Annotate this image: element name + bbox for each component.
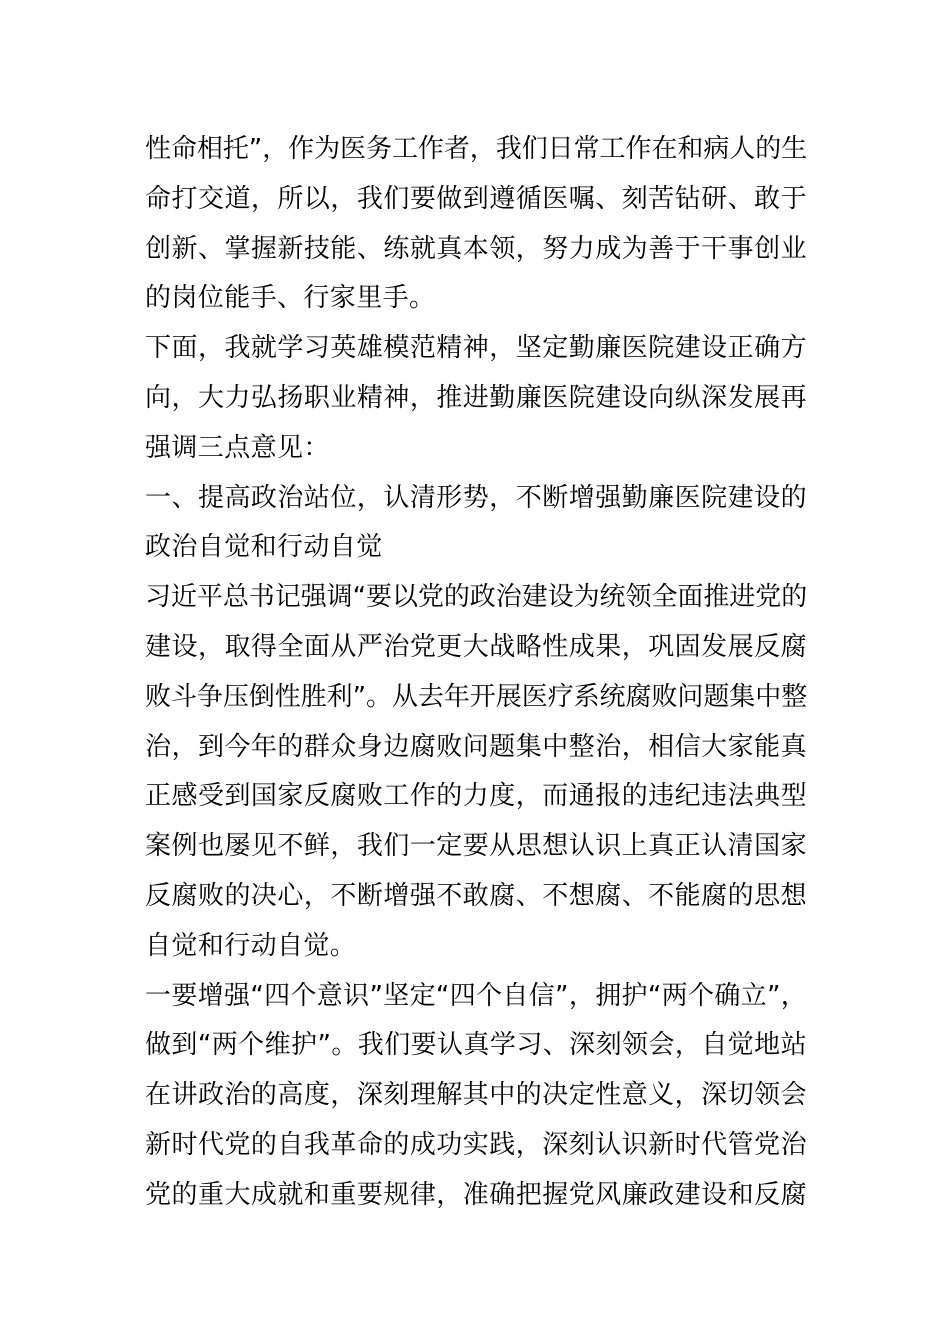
text-line: 命打交道，所以，我们要做到遵循医嘱、刻苦钻研、敢于: [145, 183, 807, 214]
text-line: 治，到今年的群众身边腐败问题集中整治，相信大家能真: [145, 731, 807, 762]
text-line: 做到“两个维护”。我们要认真学习、深刻领会，自觉地站: [145, 1030, 807, 1061]
text-line: 政治自觉和行动自觉: [145, 532, 383, 563]
text-line: 在讲政治的高度，深刻理解其中的决定性意义，深切领会: [145, 1080, 807, 1111]
body-text: [145, 125, 807, 1221]
text-line: 建设，取得全面从严治党更大战略性成果，巩固发展反腐: [145, 631, 807, 662]
text-line: 的岗位能手、行家里手。: [145, 283, 436, 314]
text-line: 败斗争压倒性胜利”。从去年开展医疗系统腐败问题集中整: [145, 681, 807, 712]
text-line: 下面，我就学习英雄模范精神，坚定勤廉医院建设正确方: [145, 333, 807, 364]
text-line: 习近平总书记强调“要以党的政治建设为统领全面推进党的: [145, 582, 807, 613]
text-line: 向，大力弘扬职业精神，推进勤廉医院建设向纵深发展再: [145, 382, 807, 413]
text-line: 自觉和行动自觉。: [145, 930, 357, 961]
text-line: 强调三点意见：: [145, 432, 330, 463]
text-line: 党的重大成就和重要规律，准确把握党风廉政建设和反腐: [145, 1179, 807, 1210]
text-line: 新时代党的自我革命的成功实践，深刻认识新时代管党治: [145, 1129, 807, 1160]
text-line: 一、提高政治站位，认清形势，不断增强勤廉医院建设的: [145, 482, 807, 513]
text-line: 一要增强“四个意识”坚定“四个自信”，拥护“两个确立”，: [145, 980, 807, 1011]
text-line: 性命相托”，作为医务工作者，我们日常工作在和病人的生: [145, 134, 807, 164]
text-line: 案例也屡见不鲜，我们一定要从思想认识上真正认清国家: [145, 831, 807, 862]
text-line: 反腐败的决心，不断增强不敢腐、不想腐、不能腐的思想: [145, 880, 807, 911]
text-line: 创新、掌握新技能、练就真本领，努力成为善于干事创业: [145, 233, 807, 264]
text-line: 正感受到国家反腐败工作的力度，而通报的违纪违法典型: [145, 781, 807, 812]
